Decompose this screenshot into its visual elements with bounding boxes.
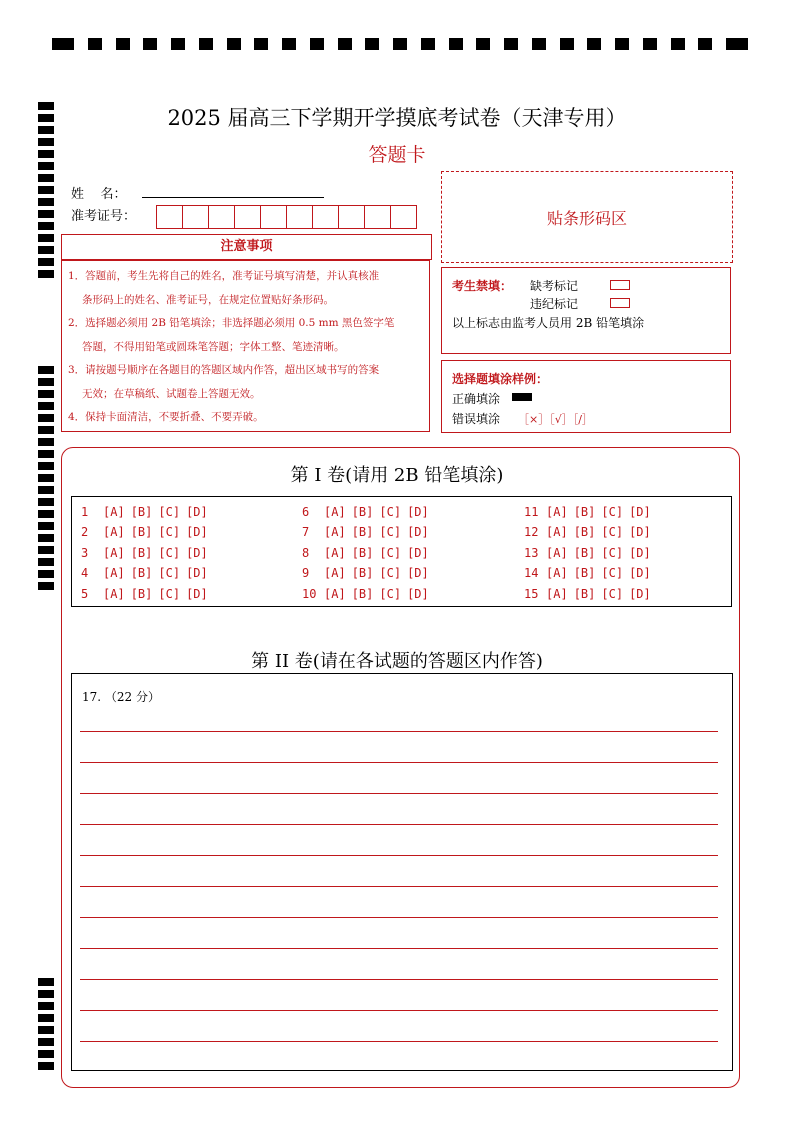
mc-question-number: 1 — [81, 505, 89, 519]
mc-option-bubble[interactable]: [A] — [324, 566, 346, 580]
mc-option-bubble[interactable]: [C] — [601, 505, 624, 519]
forbidden-note: 以上标志由监考人员用 2B 铅笔填涂 — [452, 316, 645, 330]
mc-option-bubble[interactable]: [A] — [546, 566, 568, 580]
mc-option-bubble[interactable]: [B] — [130, 566, 153, 580]
answer-line — [80, 731, 718, 732]
notice-list — [61, 260, 430, 432]
mc-question-number: 12 — [524, 525, 539, 539]
answer-line — [80, 948, 718, 949]
absent-mark-box — [610, 280, 630, 290]
name-field[interactable] — [142, 197, 324, 198]
mc-option-bubble[interactable]: [B] — [351, 566, 374, 580]
mc-question-number: 9 — [302, 566, 310, 580]
wrong-fill-label: 错误填涂 — [452, 412, 501, 426]
wrong-fill-marks: ［×］［√］［/］ — [518, 413, 593, 426]
mc-question-number: 7 — [302, 525, 310, 539]
timing-mark — [38, 546, 54, 554]
answer-line — [80, 855, 718, 856]
absent-mark-label: 缺考标记 — [530, 279, 579, 293]
mc-option-bubble[interactable]: [A] — [324, 587, 346, 601]
mc-option-bubble[interactable]: [B] — [573, 566, 596, 580]
name-label: 姓 名： — [71, 187, 127, 202]
notice-line: 条形码上的姓名、准考证号，在规定位置贴好条形码。 — [82, 293, 334, 306]
mc-option-bubble[interactable]: [D] — [407, 546, 429, 560]
mc-option-bubble[interactable]: [B] — [573, 525, 596, 539]
exam-id-digit-box[interactable] — [235, 206, 261, 228]
answer-line — [80, 793, 718, 794]
answer-line — [80, 762, 718, 763]
mc-question-row — [524, 566, 657, 580]
mc-question-number: 11 — [524, 505, 539, 519]
mc-option-bubble[interactable]: [A] — [324, 546, 346, 560]
mc-question-row — [302, 546, 435, 560]
mc-option-bubble[interactable]: [D] — [407, 566, 429, 580]
mc-option-bubble[interactable]: [D] — [629, 566, 651, 580]
mc-option-bubble[interactable]: [B] — [573, 587, 596, 601]
timing-mark — [38, 378, 54, 386]
mc-option-bubble[interactable]: [D] — [629, 505, 651, 519]
notice-line: 4．保持卡面清洁，不要折叠、不要弄破。 — [68, 411, 264, 423]
notice-line: 1．答题前，考生先将自己的姓名，准考证号填写清楚，并认真核准 — [68, 270, 380, 282]
multiple-choice-box — [71, 496, 732, 607]
mc-option-bubble[interactable]: [D] — [186, 566, 208, 580]
timing-mark — [38, 558, 54, 566]
notice-line: 3．请按题号顺序在各题目的答题区域内作答，超出区域书写的答案 — [68, 364, 380, 376]
mc-question-number: 8 — [302, 546, 310, 560]
timing-mark — [38, 582, 54, 590]
mc-option-bubble[interactable]: [B] — [130, 505, 153, 519]
mc-option-bubble[interactable]: [C] — [158, 505, 181, 519]
notice-line: 2．选择题必须用 2B 铅笔填涂；非选择题必须用 0.5 mm 黑色签字笔 — [68, 317, 395, 329]
violation-mark-label: 违纪标记 — [530, 297, 579, 311]
correct-fill-label: 正确填涂 — [452, 392, 501, 406]
exam-id-digit-box[interactable] — [391, 206, 416, 228]
mc-option-bubble[interactable]: [D] — [186, 525, 208, 539]
answer-line — [80, 917, 718, 918]
mc-option-bubble[interactable]: [C] — [601, 546, 624, 560]
timing-mark — [38, 510, 54, 518]
barcode-area — [441, 171, 733, 263]
mc-question-row — [302, 505, 435, 519]
exam-id-boxes[interactable] — [156, 205, 417, 229]
exam-id-digit-box[interactable] — [157, 206, 183, 228]
mc-option-bubble[interactable]: [A] — [103, 546, 125, 560]
mc-option-bubble[interactable]: [C] — [601, 566, 624, 580]
timing-mark — [38, 978, 54, 986]
timing-mark — [38, 258, 54, 266]
timing-mark — [38, 990, 54, 998]
forbidden-label: 考生禁填： — [452, 279, 513, 293]
timing-mark — [38, 210, 54, 218]
mc-option-bubble[interactable]: [A] — [103, 587, 125, 601]
mc-option-bubble[interactable]: [A] — [324, 505, 346, 519]
fill-sample-label: 选择题填涂样例： — [452, 372, 549, 386]
mc-option-bubble[interactable]: [B] — [130, 525, 153, 539]
timing-mark — [38, 366, 54, 374]
mc-question-number: 3 — [81, 546, 89, 560]
mc-option-bubble[interactable]: [D] — [407, 587, 429, 601]
mc-option-bubble[interactable]: [A] — [103, 566, 125, 580]
mc-option-bubble[interactable]: [A] — [324, 525, 346, 539]
answer-line — [80, 1010, 718, 1011]
timing-mark — [38, 498, 54, 506]
forbidden-box — [441, 267, 731, 354]
timing-mark — [38, 414, 54, 422]
mc-question-number: 6 — [302, 505, 310, 519]
answer-line — [80, 824, 718, 825]
mc-question-number: 5 — [81, 587, 89, 601]
timing-mark — [38, 1062, 54, 1070]
timing-mark — [38, 246, 54, 254]
mc-option-bubble[interactable]: [A] — [546, 525, 568, 539]
mc-option-bubble[interactable]: [A] — [546, 546, 568, 560]
mc-question-row — [302, 566, 435, 580]
answer-line — [80, 1041, 718, 1042]
mc-question-row — [81, 525, 214, 539]
mc-option-bubble[interactable]: [A] — [546, 505, 568, 519]
mc-question-number: 2 — [81, 525, 89, 539]
notice-heading: 注意事项 — [61, 234, 432, 260]
mc-question-row — [524, 587, 657, 601]
mc-option-bubble[interactable]: [C] — [601, 525, 624, 539]
mc-option-bubble[interactable]: [C] — [158, 587, 181, 601]
section1-title: 第 I 卷(请用 2B 铅笔填涂) — [290, 465, 504, 486]
mc-question-number: 10 — [302, 587, 317, 601]
timing-mark — [38, 438, 54, 446]
mc-option-bubble[interactable]: [D] — [407, 525, 429, 539]
page-subtitle: 答题卡 — [368, 144, 426, 166]
violation-mark-box — [610, 298, 630, 308]
timing-mark — [38, 234, 54, 242]
exam-id-digit-box[interactable] — [209, 206, 235, 228]
timing-mark — [38, 222, 54, 230]
fill-sample-box — [441, 360, 731, 433]
timing-mark — [38, 1038, 54, 1046]
mc-question-row — [81, 587, 214, 601]
timing-mark — [38, 390, 54, 398]
timing-mark — [38, 1026, 54, 1034]
mc-option-bubble[interactable]: [D] — [629, 525, 651, 539]
exam-id-digit-box[interactable] — [365, 206, 391, 228]
mc-option-bubble[interactable]: [C] — [158, 525, 181, 539]
mc-option-bubble[interactable]: [D] — [186, 505, 208, 519]
section2-title: 第 II 卷(请在各试题的答题区内作答) — [251, 651, 543, 672]
side-timing-marks-bottom — [38, 978, 54, 1074]
timing-mark — [38, 174, 54, 182]
mc-option-bubble[interactable]: [D] — [186, 587, 208, 601]
correct-fill-mark — [512, 393, 532, 401]
exam-id-digit-box[interactable] — [339, 206, 365, 228]
mc-option-bubble[interactable]: [B] — [351, 505, 374, 519]
mc-question-number: 15 — [524, 587, 539, 601]
mc-option-bubble[interactable]: [B] — [351, 525, 374, 539]
timing-mark — [38, 570, 54, 578]
mc-option-bubble[interactable]: [C] — [379, 546, 402, 560]
mc-question-row — [81, 546, 214, 560]
mc-option-bubble[interactable]: [B] — [351, 587, 374, 601]
mc-option-bubble[interactable]: [C] — [601, 587, 624, 601]
question17-label: 17. （22 分） — [82, 690, 160, 704]
mc-option-bubble[interactable]: [D] — [629, 546, 651, 560]
timing-mark — [38, 450, 54, 458]
mc-option-bubble[interactable]: [B] — [573, 546, 596, 560]
timing-mark — [38, 198, 54, 206]
timing-mark — [38, 1002, 54, 1010]
exam-id-digit-box[interactable] — [183, 206, 209, 228]
answer-line — [80, 886, 718, 887]
mc-question-number: 4 — [81, 566, 89, 580]
mc-question-row — [81, 505, 214, 519]
timing-mark — [38, 1014, 54, 1022]
mc-option-bubble[interactable]: [C] — [379, 525, 402, 539]
mc-option-bubble[interactable]: [C] — [158, 566, 181, 580]
timing-mark — [38, 522, 54, 530]
mc-option-bubble[interactable]: [B] — [573, 505, 596, 519]
notice-line: 答题，不得用铅笔或圆珠笔答题；字体工整、笔迹清晰。 — [82, 340, 345, 353]
mc-question-number: 13 — [524, 546, 539, 560]
timing-mark — [38, 270, 54, 278]
exam-id-label: 准考证号： — [71, 209, 137, 224]
timing-mark — [38, 426, 54, 434]
notice-line: 无效；在草稿纸、试题卷上答题无效。 — [82, 387, 261, 400]
timing-mark — [38, 1050, 54, 1058]
mc-option-bubble[interactable]: [B] — [130, 546, 153, 560]
mc-option-bubble[interactable]: [D] — [407, 505, 429, 519]
exam-id-digit-box[interactable] — [261, 206, 287, 228]
mc-question-row — [524, 505, 657, 519]
mc-option-bubble[interactable]: [C] — [379, 587, 402, 601]
mc-option-bubble[interactable]: [B] — [130, 587, 153, 601]
page-title: 2025 届高三下学期开学摸底考试卷（天津专用） — [167, 106, 627, 130]
exam-id-digit-box[interactable] — [313, 206, 339, 228]
top-timing-marks — [52, 38, 748, 52]
mc-question-row — [524, 546, 657, 560]
mc-option-bubble[interactable]: [C] — [379, 505, 402, 519]
timing-mark — [38, 186, 54, 194]
mc-option-bubble[interactable]: [A] — [103, 505, 125, 519]
answer-line — [80, 979, 718, 980]
barcode-label: 贴条形码区 — [546, 208, 627, 228]
timing-mark — [38, 534, 54, 542]
mc-option-bubble[interactable]: [C] — [158, 546, 181, 560]
timing-mark — [38, 486, 54, 494]
mc-option-bubble[interactable]: [C] — [379, 566, 402, 580]
mc-option-bubble[interactable]: [D] — [629, 587, 651, 601]
mc-question-row — [524, 525, 657, 539]
mc-option-bubble[interactable]: [A] — [546, 587, 568, 601]
mc-question-row — [302, 587, 435, 601]
timing-mark — [38, 402, 54, 410]
mc-option-bubble[interactable]: [A] — [103, 525, 125, 539]
question17-answer-box[interactable] — [71, 673, 733, 1071]
mc-question-row — [302, 525, 435, 539]
mc-question-number: 14 — [524, 566, 539, 580]
mc-option-bubble[interactable]: [D] — [186, 546, 208, 560]
mc-question-row — [81, 566, 214, 580]
mc-option-bubble[interactable]: [B] — [351, 546, 374, 560]
exam-id-digit-box[interactable] — [287, 206, 313, 228]
